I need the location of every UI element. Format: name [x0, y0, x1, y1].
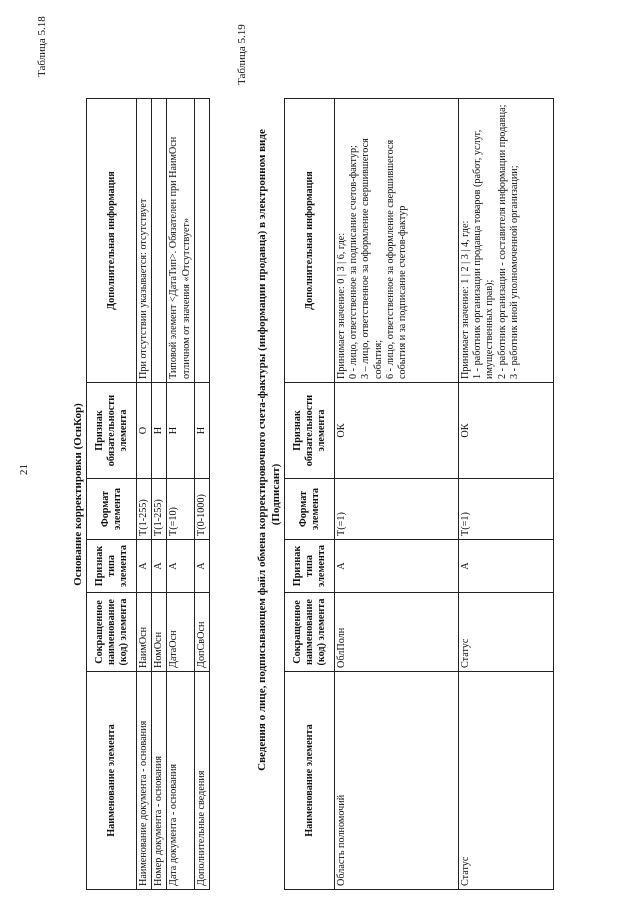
- page-number: 21: [18, 464, 30, 475]
- cell-code: Статус: [459, 593, 554, 672]
- cell-format: T(1-255): [152, 479, 167, 540]
- header-cell: Сокращенное наименование (код) элемента: [87, 593, 137, 672]
- cell-required: ОК: [459, 383, 554, 479]
- table-title-code: (Подписант): [270, 463, 282, 526]
- cell-format: T(0-1000): [194, 479, 209, 540]
- table-number: Таблица 5.19: [236, 24, 248, 85]
- cell-format: T(=10): [167, 479, 194, 540]
- cell-type: А: [137, 540, 152, 593]
- header-cell: Признак обязательности элемента: [87, 383, 137, 479]
- table-title: Сведения о лице, подписывающем файл обмена корректировочного счета-фактуры (информации продавца) в электронном виде: [256, 129, 268, 771]
- cell-format: T(=1): [459, 479, 554, 540]
- cell-format: T(1-255): [137, 479, 152, 540]
- table-header-row: [87, 99, 137, 890]
- cell-name: Дата документа - основания: [167, 672, 194, 890]
- cell-info: Типовой элемент <ДатаТип>. Обязателен при НаимОсн отличном от значения «Отсутствует»: [167, 99, 194, 383]
- cell-name: Наименование документа - основания: [137, 672, 152, 890]
- cell-type: А: [152, 540, 167, 593]
- info-line: Принимает значение: 1 | 2 | 3 | 4, где:: [460, 220, 471, 379]
- cell-required: Н: [152, 383, 167, 479]
- header-cell: Сокращенное наименование (код) элемента: [285, 593, 335, 672]
- cell-name: Номер документа - основания: [152, 672, 167, 890]
- cell-code: ОблПолн: [335, 593, 459, 672]
- table-row: [137, 99, 152, 890]
- header-cell: Формат элемента: [285, 479, 335, 540]
- cell-code: ДопСвОсн: [194, 593, 209, 672]
- header-cell: Признак типа элемента: [87, 540, 137, 593]
- header-cell: Дополнительная информация: [285, 99, 335, 383]
- info-line: 6 - лицо, ответственное за оформление свершившегося события и за подписание счетов-фактур: [384, 139, 409, 379]
- cell-type: А: [335, 540, 459, 593]
- header-cell: Признак типа элемента: [285, 540, 335, 593]
- info-line: 3 – лицо, ответственное за оформление свершившегося события;: [360, 138, 384, 379]
- cell-info: [194, 99, 209, 383]
- cell-type: А: [459, 540, 554, 593]
- table-header-row: [285, 99, 335, 890]
- table-row: [194, 99, 209, 890]
- table-row: [152, 99, 167, 890]
- info-line: 0 - лицо, ответственное за подписание счетов-фактур;: [348, 145, 360, 379]
- cell-info: При отсутствии указывается: отсутствует: [137, 99, 152, 383]
- table-number: Таблица 5.18: [36, 16, 48, 77]
- cell-name: Дополнительные сведения: [194, 672, 209, 890]
- table-5-18: [86, 98, 210, 890]
- cell-code: НомОсн: [152, 593, 167, 672]
- table-5-19: [284, 98, 554, 890]
- cell-required: О: [137, 383, 152, 479]
- table-row: [459, 99, 554, 890]
- cell-info: [152, 99, 167, 383]
- header-cell: Дополнительная информация: [87, 99, 137, 383]
- info-line: Принимает значение: 0 | 3 | 6, где:: [336, 232, 347, 379]
- cell-code: ДатаОсн: [167, 593, 194, 672]
- header-cell: Признак обязательности элемента: [285, 383, 335, 479]
- cell-code: НаимОсн: [137, 593, 152, 672]
- cell-required: ОК: [335, 383, 459, 479]
- header-cell: Наименование элемента: [87, 672, 137, 890]
- cell-required: Н: [194, 383, 209, 479]
- info-line: 1 - работник организации продавца товаров (работ, услуг, имущественных прав);: [472, 129, 496, 379]
- cell-info: [459, 99, 554, 383]
- table-row: [335, 99, 459, 890]
- table-title: Основание корректировки (ОснКор): [72, 403, 84, 586]
- cell-info: [335, 99, 459, 383]
- table-row: [167, 99, 194, 890]
- info-line: 3 - работник иной уполномоченной организации;: [508, 165, 520, 379]
- info-line: 2 - работник организации - составителя информации продавца;: [496, 104, 508, 379]
- cell-type: А: [167, 540, 194, 593]
- cell-required: Н: [167, 383, 194, 479]
- cell-name: Область полномочий: [335, 672, 459, 890]
- header-cell: Наименование элемента: [285, 672, 335, 890]
- cell-name: Статус: [459, 672, 554, 890]
- cell-type: А: [194, 540, 209, 593]
- header-cell: Формат элемента: [87, 479, 137, 540]
- cell-format: T(=1): [335, 479, 459, 540]
